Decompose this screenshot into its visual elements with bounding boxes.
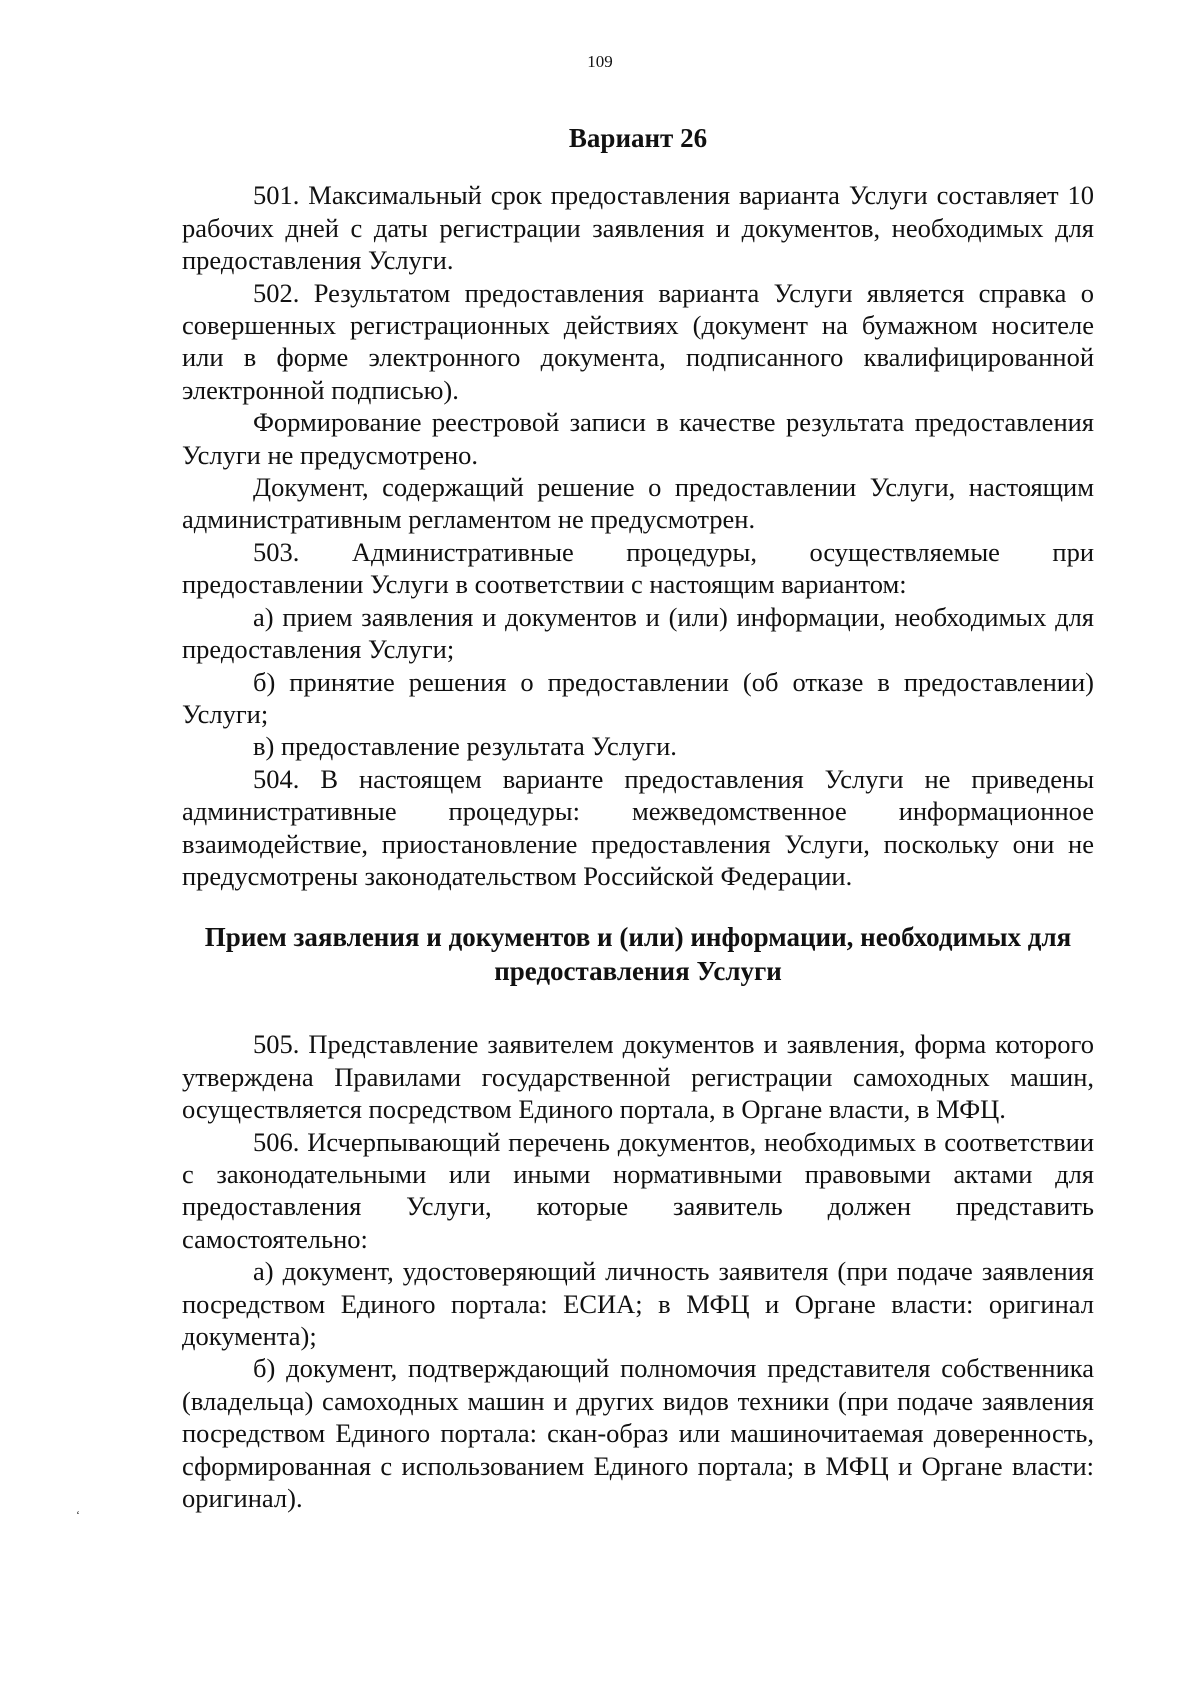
paragraph-registry-record: Формирование реестровой записи в качестве результата предоставления Услуги не предусмотрено. [182,407,1094,470]
paragraph-505: 505. Представление заявителем документов и заявления, форма которого утверждена Правилами государственной регистрации самоходных машин, осуществляется посредством Единого портала, в Органе власти, в МФЦ. [182,1029,1094,1125]
paragraph-506: 506. Исчерпывающий перечень документов, необходимых в соответствии с законодательными или иными нормативными правовыми актами для предоставления Услуги, которые заявитель должен представить самостоятельно: [182,1126,1094,1254]
paragraph-503: 503. Административные процедуры, осуществляемые при предоставлении Услуги в соответствии с настоящим вариантом: [182,536,1094,600]
paragraph-503-a: а) прием заявления и документов и (или) информации, необходимых для предоставления Услуги; [182,601,1094,665]
paragraph-decision-document: Документ, содержащий решение о предоставлении Услуги, настоящим административным регламентом не предусмотрен. [182,472,1094,535]
variant-heading: Вариант 26 [568,123,708,153]
scan-speck: ʻ [76,1508,80,1522]
paragraph-504: 504. В настоящем варианте предоставления Услуги не приведены административные процедуры: межведомственное информационное взаимодействие, приостановление предоставления Услуги, поскольку они не предусмотрены законодательством Российской Федерации. [182,763,1094,891]
paragraph-506-b: б) документ, подтверждающий полномочия представителя собственника (владельца) самоходных машин и других видов техники (при подаче заявления посредством Единого портала: скан-образ или машиночитаемая доверенность, сформированная с использованием Единого портала; в МФЦ и Органе власти: оригинал). [182,1353,1094,1514]
paragraph-501: 501. Максимальный срок предоставления варианта Услуги составляет 10 рабочих дней с даты регистрации заявления и документов, необходимых для предоставления Услуги. [182,180,1094,276]
paragraph-502: 502. Результатом предоставления варианта Услуги является справка о совершенных регистрационных действиях (документ на бумажном носителе или в форме электронного документа, подписанного квалифицированной электронной подписью). [182,277,1094,405]
page-number: 109 [587,52,613,71]
paragraph-503-b: б) принятие решения о предоставлении (об отказе в предоставлении) Услуги; [182,666,1094,729]
paragraph-503-v: в) предоставление результата Услуги. [253,731,677,762]
document-body [182,122,1094,1514]
section-heading: Прием заявления и документов и (или) информации, необходимых для предоставления Услуги [204,922,1072,987]
paragraph-506-a: а) документ, удостоверяющий личность заявителя (при подаче заявления посредством Единого портала: ЕСИА; в МФЦ и Органе власти: оригинал документа); [182,1256,1094,1351]
